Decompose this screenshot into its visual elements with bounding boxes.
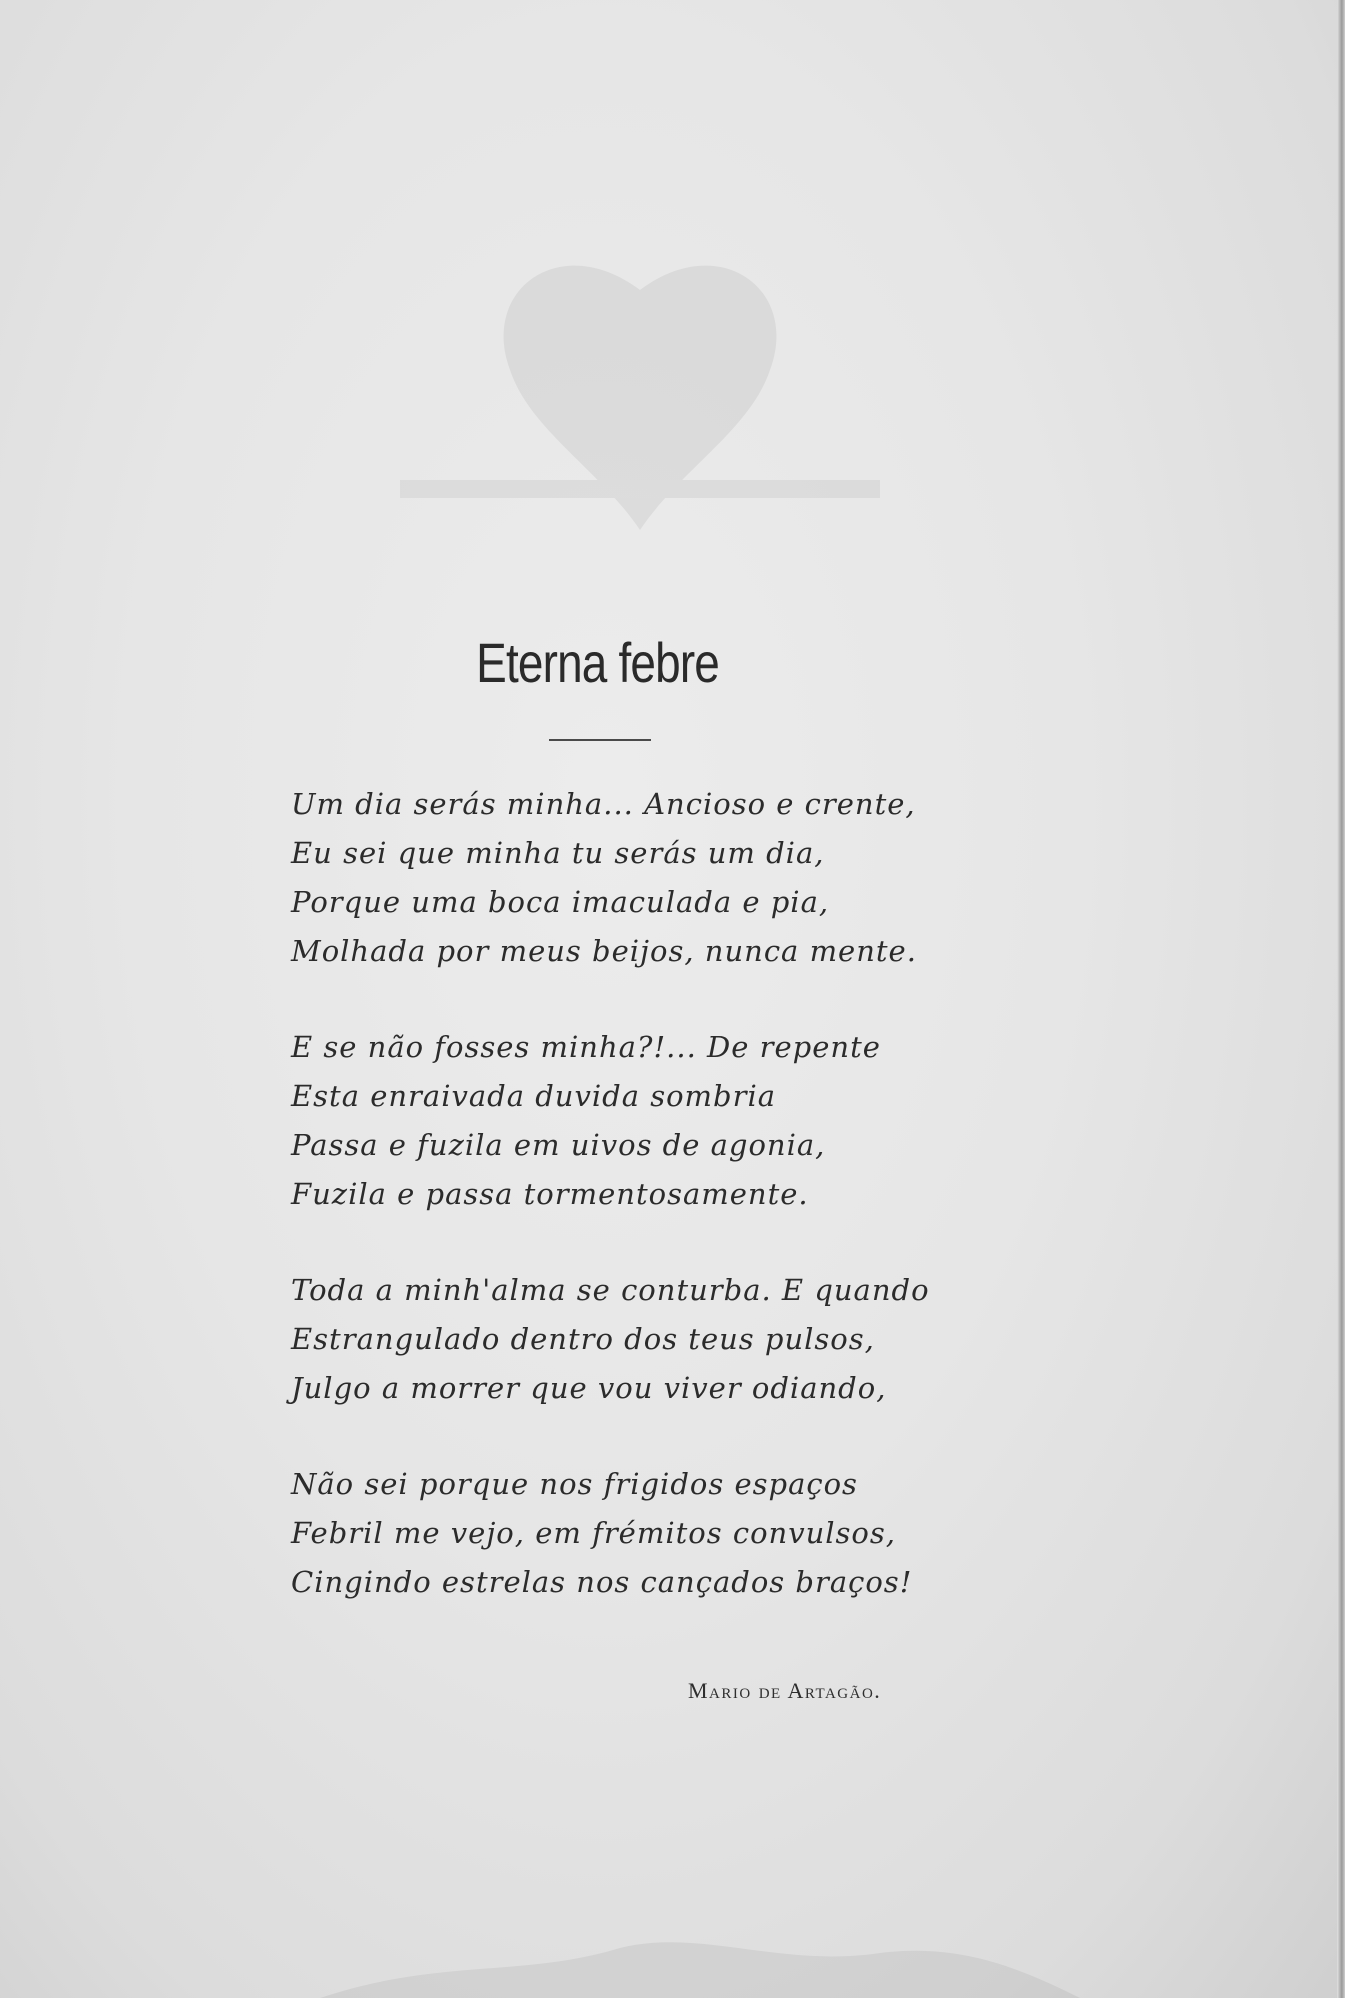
- verse-line: Passa e fuzila em uivos de agonia,: [291, 1128, 826, 1162]
- bleed-through-illustration: [360, 230, 920, 570]
- stanza-3: [291, 1266, 991, 1413]
- stanza-1: [291, 780, 991, 976]
- verse-line: Febril me vejo, em frémitos convulsos,: [291, 1516, 896, 1550]
- verse-line: Molhada por meus beijos, nunca mente.: [291, 934, 917, 968]
- stanza-4: [291, 1460, 991, 1607]
- verse-line: Toda a minh'alma se conturba. E quando: [291, 1273, 930, 1307]
- verse-line: Fuzila e passa tormentosamente.: [291, 1177, 809, 1211]
- verse-line: Esta enraivada duvida sombria: [291, 1079, 777, 1113]
- paper-stain: [320, 1908, 1080, 1998]
- verse-line: Julgo a morrer que vou viver odiando,: [291, 1371, 887, 1405]
- page-edge: [1337, 0, 1345, 1998]
- poem-body: [291, 780, 991, 1607]
- stanza-2: [291, 1023, 991, 1219]
- verse-line: Porque uma boca imaculada e pia,: [291, 885, 830, 919]
- title-divider: [549, 739, 651, 741]
- author-signature: Mario de Artagão.: [688, 1678, 882, 1703]
- verse-line: Eu sei que minha tu serás um dia,: [291, 836, 825, 870]
- verse-line: E se não fosses minha?!... De repente: [291, 1030, 881, 1064]
- verse-line: Um dia serás minha... Ancioso e crente,: [291, 787, 916, 821]
- verse-line: Não sei porque nos frigidos espaços: [291, 1467, 858, 1501]
- verse-line: Estrangulado dentro dos teus pulsos,: [291, 1322, 875, 1356]
- verse-line: Cingindo estrelas nos cançados braços!: [291, 1565, 913, 1599]
- poem-title: Eterna febre: [476, 631, 720, 694]
